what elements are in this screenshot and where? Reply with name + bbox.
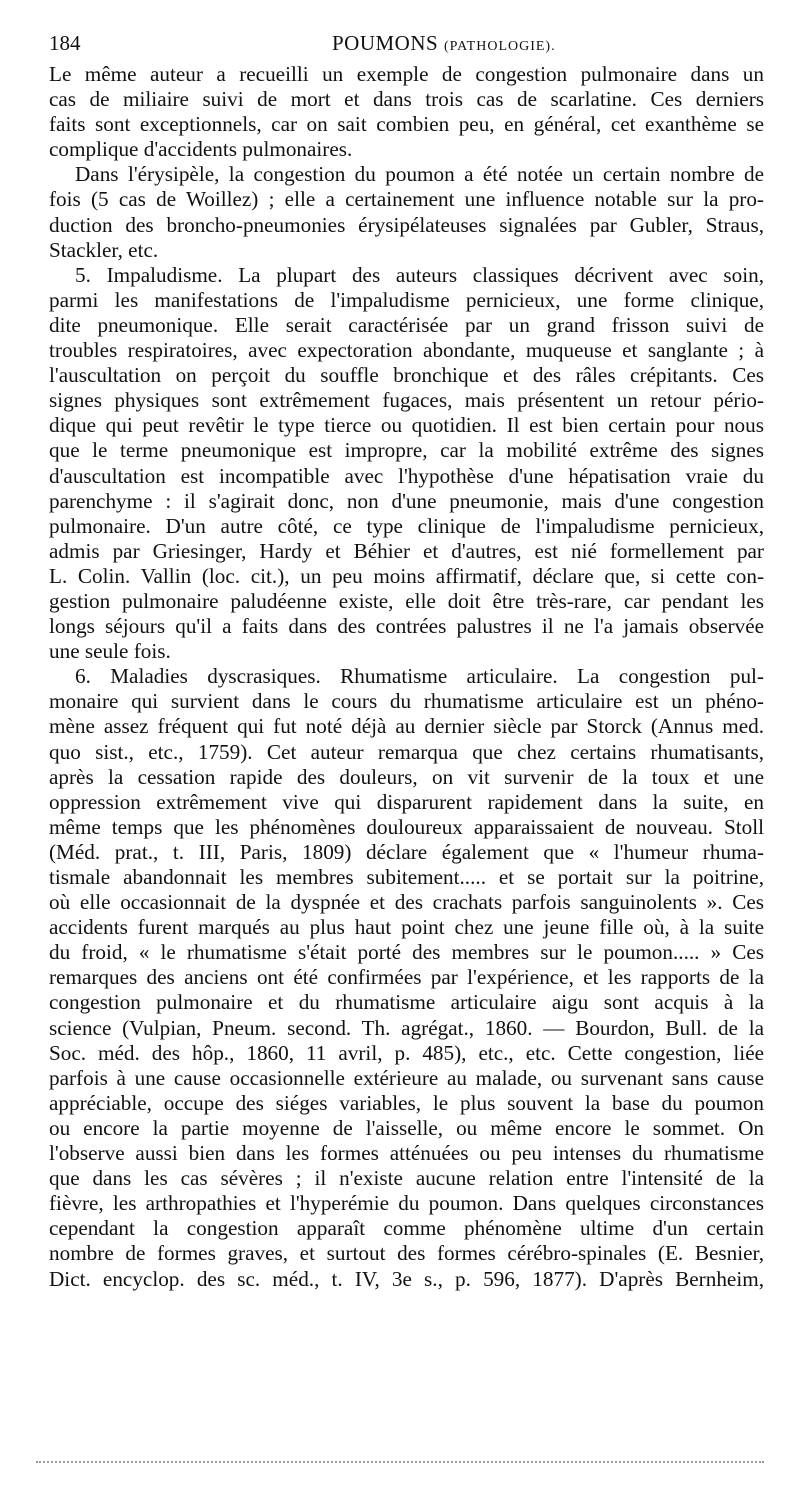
text-line: Dans l'érysipèle, la congestion du poumon a été notée un certain nombre de xyxy=(75,162,764,187)
text-line: Dict. encyclop. des sc. méd., t. IV, 3e s., p. 596, 1877). D'après Bernheim, xyxy=(49,1266,764,1291)
text-line: tismale abandonnait les membres subitement..... et se portait sur la poitrine, xyxy=(49,865,764,889)
text-line: troubles respiratoires, avec expectoration abondante, muqueuse et sanglante ; à xyxy=(49,338,764,363)
text-line: oppression extrêmement vive qui disparurent rapidement dans la suite, en xyxy=(49,789,764,814)
running-head-main: POUMONS xyxy=(332,31,439,55)
text-line: dique qui peut revêtir le type tierce ou quotidien. Il est bien certain pour nous xyxy=(49,413,764,438)
page-header xyxy=(49,31,764,59)
text-line: après la cessation rapide des douleurs, on vit survenir de la toux et une xyxy=(49,764,764,789)
text-line: parfois à une cause occasionnelle extérieure au malade, ou survenant sans cause xyxy=(49,1065,764,1090)
text-line: faits sont exceptionnels, car on sait combien peu, en général, cet exanthème se xyxy=(49,112,764,137)
text-line: fièvre, les arthropathies et l'hyperémie du poumon. Dans quelques circonstances xyxy=(49,1191,764,1216)
text-line: dite pneumonique. Elle serait caractérisée par un grand frisson suivi de xyxy=(49,312,764,337)
text-line: parmi les manifestations de l'impaludisme pernicieux, une forme clinique, xyxy=(49,287,764,312)
text-line: même temps que les phénomènes douloureux apparaissaient de nouveau. Stoll xyxy=(49,814,764,839)
text-line: science (Vulpian, Pneum. second. Th. agrégat., 1860. — Bourdon, Bull. de la xyxy=(49,1015,764,1040)
text-line: remarques des anciens ont été confirmées par l'expérience, et les rapports de la xyxy=(49,965,764,990)
text-line: duction des broncho-pneumonies érysipélateuses signalées par Gubler, Straus, xyxy=(49,212,764,237)
text-line: pulmonaire. D'un autre côté, ce type clinique de l'impaludisme pernicieux, xyxy=(49,513,764,538)
text-line: fois (5 cas de Woillez) ; elle a certainement une influence notable sur la pro- xyxy=(49,187,764,212)
text-line: mène assez fréquent qui fut noté déjà au dernier siècle par Storck (Annus med. xyxy=(49,714,764,739)
text-line: une seule fois. xyxy=(49,639,171,664)
text-line: accidents furent marqués au plus haut point chez une jeune fille où, à la suite xyxy=(49,915,764,940)
page-number: 184 xyxy=(49,31,81,55)
running-head-sub: (PATHOLOGIE). xyxy=(443,39,556,54)
text-line: signes physiques sont extrêmement fugaces, mais présentent un retour pério- xyxy=(49,388,764,413)
footer-divider xyxy=(36,1461,764,1463)
text-line: parenchyme : il s'agirait donc, non d'une pneumonie, mais d'une congestion xyxy=(49,488,764,513)
text-line: d'auscultation est incompatible avec l'hypothèse d'une hépatisation vraie du xyxy=(49,463,764,488)
text-line: appréciable, occupe des siéges variables, le plus souvent la base du poumon xyxy=(49,1090,764,1115)
text-line: congestion pulmonaire et du rhumatisme articulaire aigu sont acquis à la xyxy=(49,990,764,1015)
body-text xyxy=(49,62,764,1292)
text-line: ou encore la partie moyenne de l'aisselle, ou même encore le sommet. On xyxy=(49,1115,764,1140)
section-heading-line: 5. Impaludisme. La plupart des auteurs classiques décrivent avec soin, xyxy=(75,262,764,287)
running-head xyxy=(332,31,556,56)
text-line: Soc. méd. des hôp., 1860, 11 avril, p. 485), etc., etc. Cette congestion, liée xyxy=(49,1040,764,1065)
text-line: du froid, « le rhumatisme s'était porté des membres sur le poumon..... » Ces xyxy=(49,940,764,965)
text-line: admis par Griesinger, Hardy et Béhier et d'autres, est nié formellement par xyxy=(49,538,764,563)
text-line: gestion pulmonaire paludéenne existe, elle doit être très-rare, car pendant les xyxy=(49,588,764,613)
text-line: l'auscultation on perçoit du souffle bronchique et des râles crépitants. Ces xyxy=(49,363,764,388)
text-line: monaire qui survient dans le cours du rhumatisme articulaire est un phéno- xyxy=(49,689,764,714)
text-line: l'observe aussi bien dans les formes atténuées ou peu intenses du rhumatisme xyxy=(49,1141,764,1166)
text-line: nombre de formes graves, et surtout des formes cérébro-spinales (E. Besnier, xyxy=(49,1241,764,1266)
text-line: Stackler, etc. xyxy=(49,237,159,262)
text-line: longs séjours qu'il a faits dans des contrées palustres il ne l'a jamais observée xyxy=(49,614,764,639)
text-line: cependant la congestion apparaît comme phénomène ultime d'un certain xyxy=(49,1216,764,1241)
text-line: complique d'accidents pulmonaires. xyxy=(49,137,353,162)
text-line: L. Colin. Vallin (loc. cit.), un peu moins affirmatif, déclare que, si cette con- xyxy=(49,563,764,588)
text-line: quo sist., etc., 1759). Cet auteur remarqua que chez certains rhumatisants, xyxy=(49,739,764,764)
text-line: Le même auteur a recueilli un exemple de congestion pulmonaire dans un xyxy=(49,62,764,86)
text-line: (Méd. prat., t. III, Paris, 1809) déclare également que « l'humeur rhuma- xyxy=(49,839,764,864)
section-heading-line: 6. Maladies dyscrasiques. Rhumatisme articulaire. La congestion pul- xyxy=(75,664,764,689)
text-line: que le terme pneumonique est impropre, car la mobilité extrême des signes xyxy=(49,438,764,463)
text-line: que dans les cas sévères ; il n'existe aucune relation entre l'intensité de la xyxy=(49,1166,764,1191)
text-line: où elle occasionnait de la dyspnée et des crachats parfois sanguinolents ». Ces xyxy=(49,890,764,915)
text-line: cas de miliaire suivi de mort et dans trois cas de scarlatine. Ces derniers xyxy=(49,87,764,112)
